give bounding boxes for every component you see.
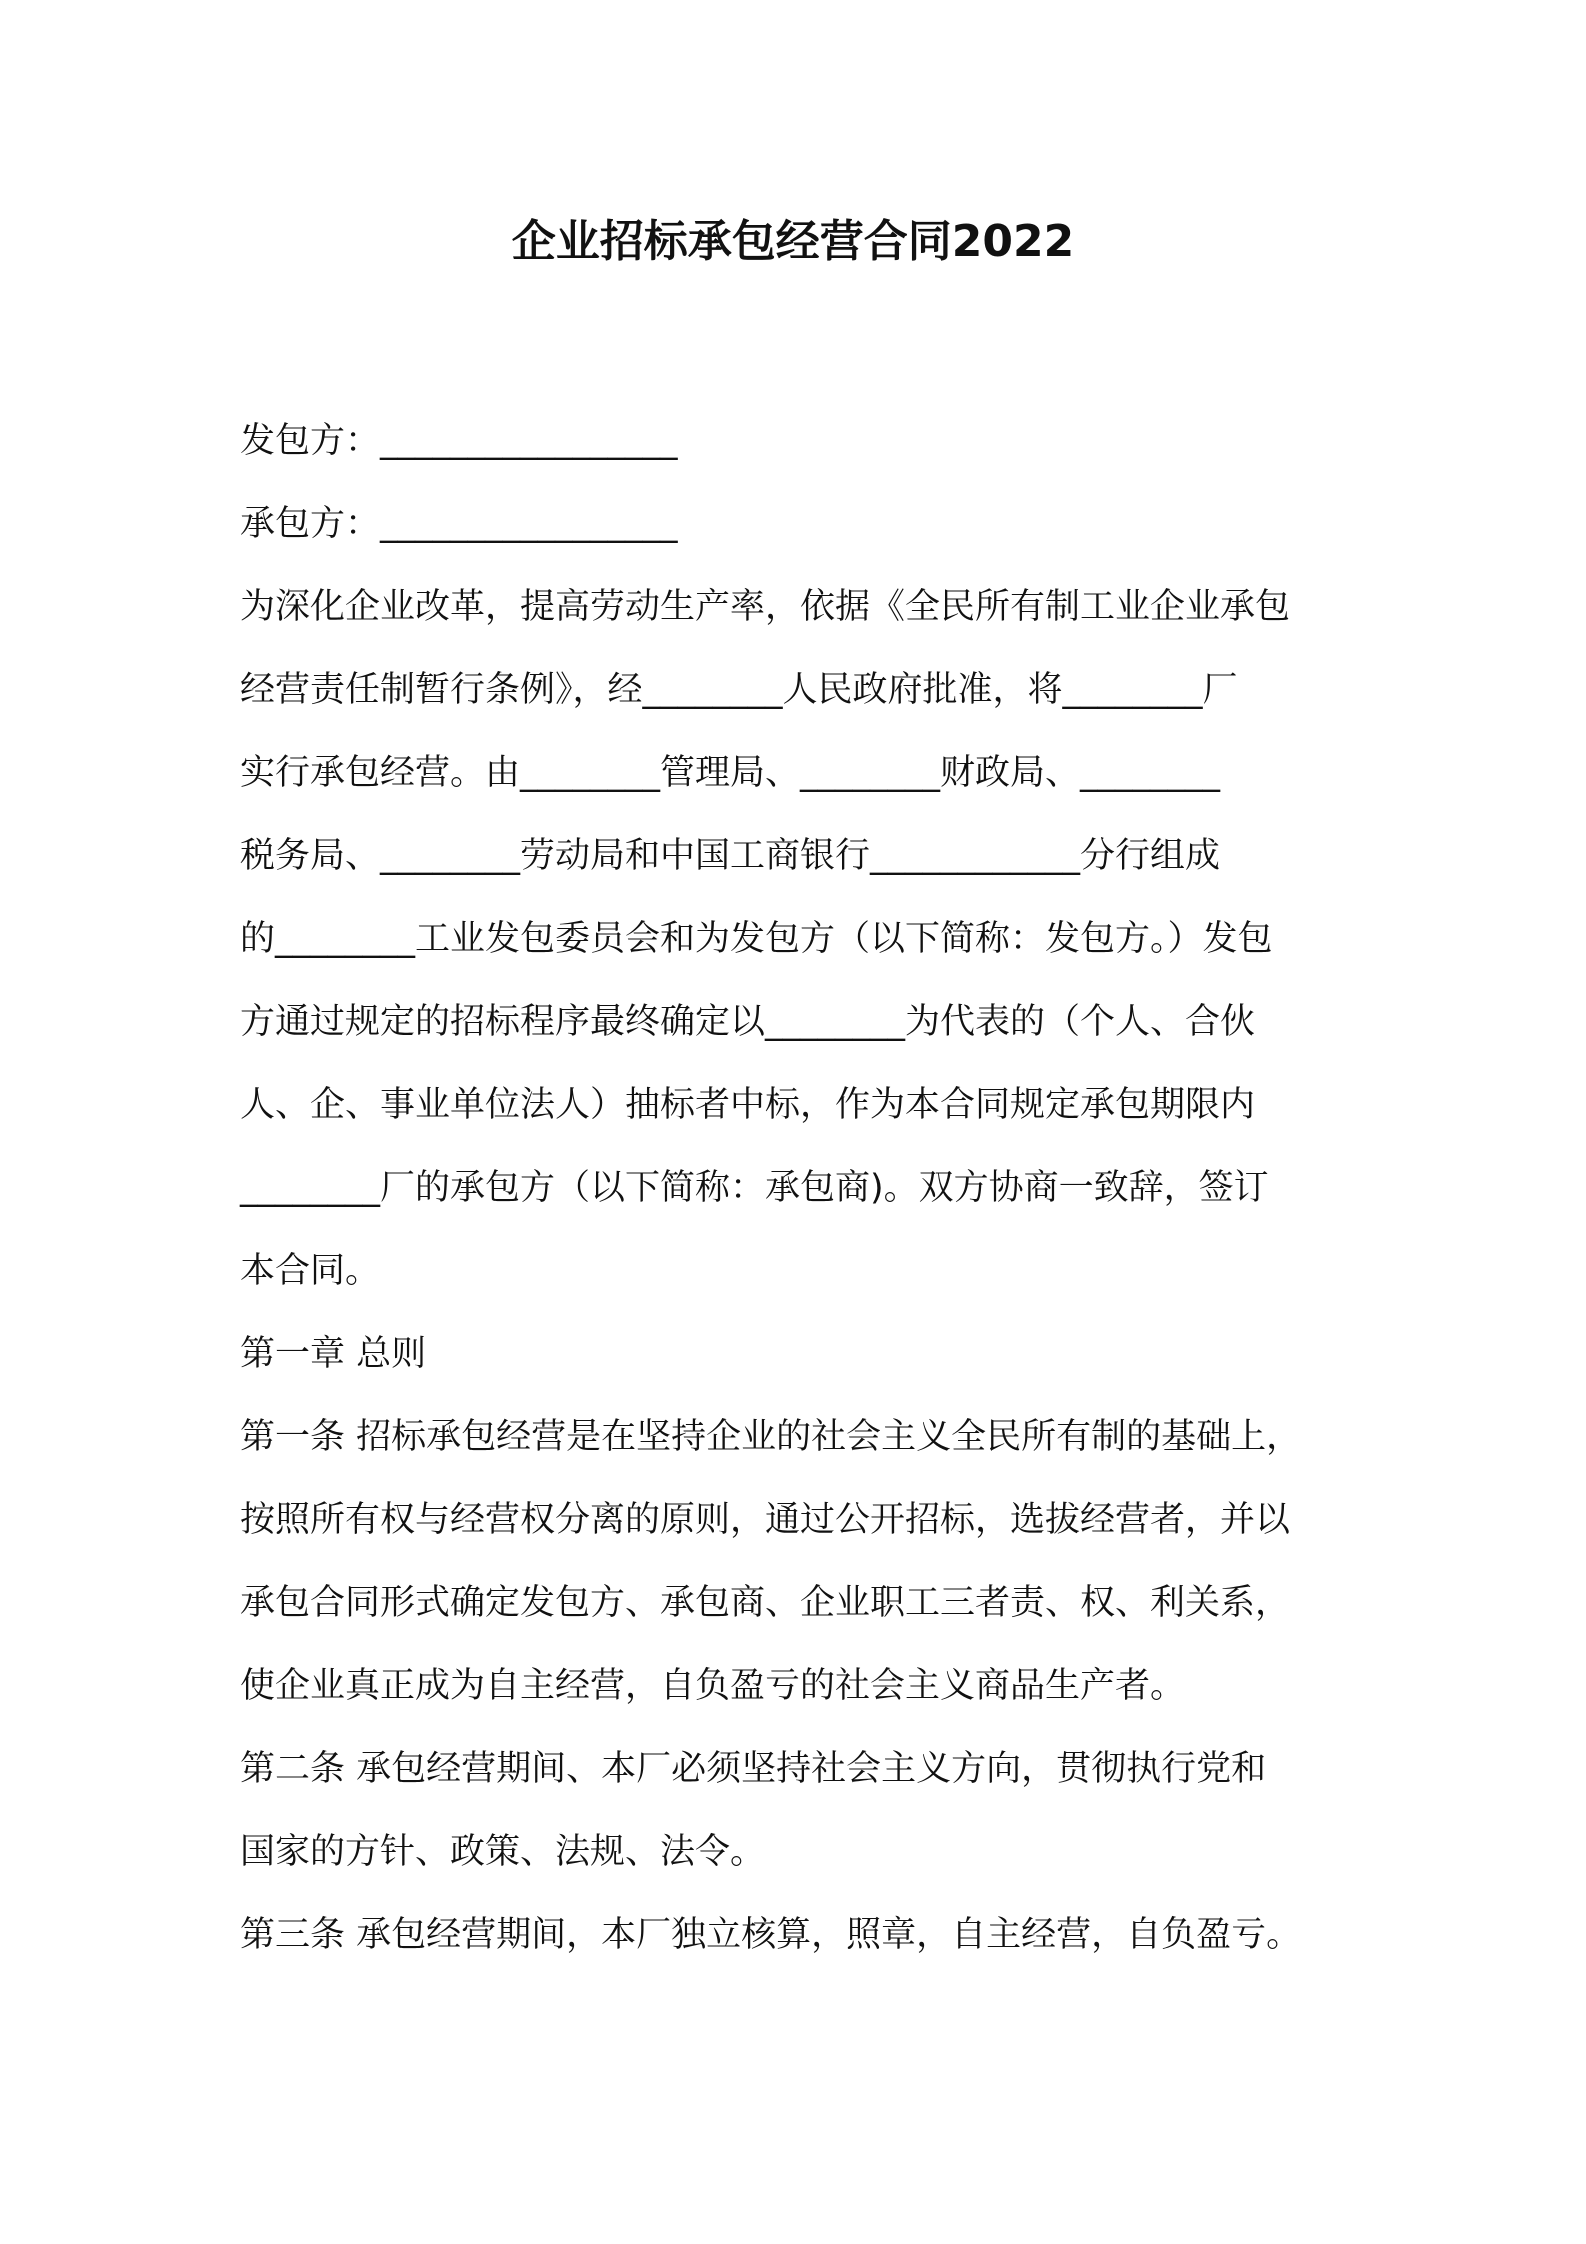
preamble-line: 人、企、事业单位法人）抽标者中标，作为本合同规定承包期限内 — [240, 1085, 1256, 1125]
article-line: 承包合同形式确定发包方、承包商、企业职工三者责、权、利关系， — [240, 1583, 1291, 1623]
article-line: 第三条 承包经营期间，本厂独立核算，照章，自主经营，自负盈亏。 — [240, 1915, 1302, 1955]
preamble-line: 税务局、________劳动局和中国工商银行____________分行组成 — [240, 836, 1221, 876]
document-title: 企业招标承包经营合同2022 — [511, 216, 1075, 267]
party-a-line: 发包方：_________________ — [240, 421, 678, 461]
article-line: 按照所有权与经营权分离的原则，通过公开招标，选拔经营者，并以 — [240, 1500, 1291, 1540]
chapter-heading: 第一章 总则 — [240, 1334, 427, 1374]
preamble-line: 本合同。 — [240, 1251, 381, 1291]
article-line: 第一条 招标承包经营是在坚持企业的社会主义全民所有制的基础上， — [240, 1417, 1302, 1457]
preamble-line: 经营责任制暂行条例》，经________人民政府批准，将________厂 — [240, 670, 1238, 710]
preamble-line: ________厂的承包方（以下简称：承包商)。双方协商一致辞，签订 — [240, 1168, 1269, 1208]
preamble-line: 为深化企业改革，提高劳动生产率，依据《全民所有制工业企业承包 — [240, 587, 1291, 627]
preamble-line: 的________工业发包委员会和为发包方（以下简称：发包方。）发包 — [240, 919, 1273, 959]
article-line: 使企业真正成为自主经营，自负盈亏的社会主义商品生产者。 — [240, 1666, 1186, 1706]
party-b-line: 承包方：_________________ — [240, 504, 678, 544]
article-line: 第二条 承包经营期间、本厂必须坚持社会主义方向，贯彻执行党和 — [240, 1749, 1267, 1789]
article-line: 国家的方针、政策、法规、法令。 — [240, 1832, 766, 1872]
preamble-line: 方通过规定的招标程序最终确定以________为代表的（个人、合伙 — [240, 1002, 1256, 1042]
document-body — [240, 400, 1360, 1977]
preamble-line: 实行承包经营。由________管理局、________财政局、________ — [240, 753, 1221, 793]
